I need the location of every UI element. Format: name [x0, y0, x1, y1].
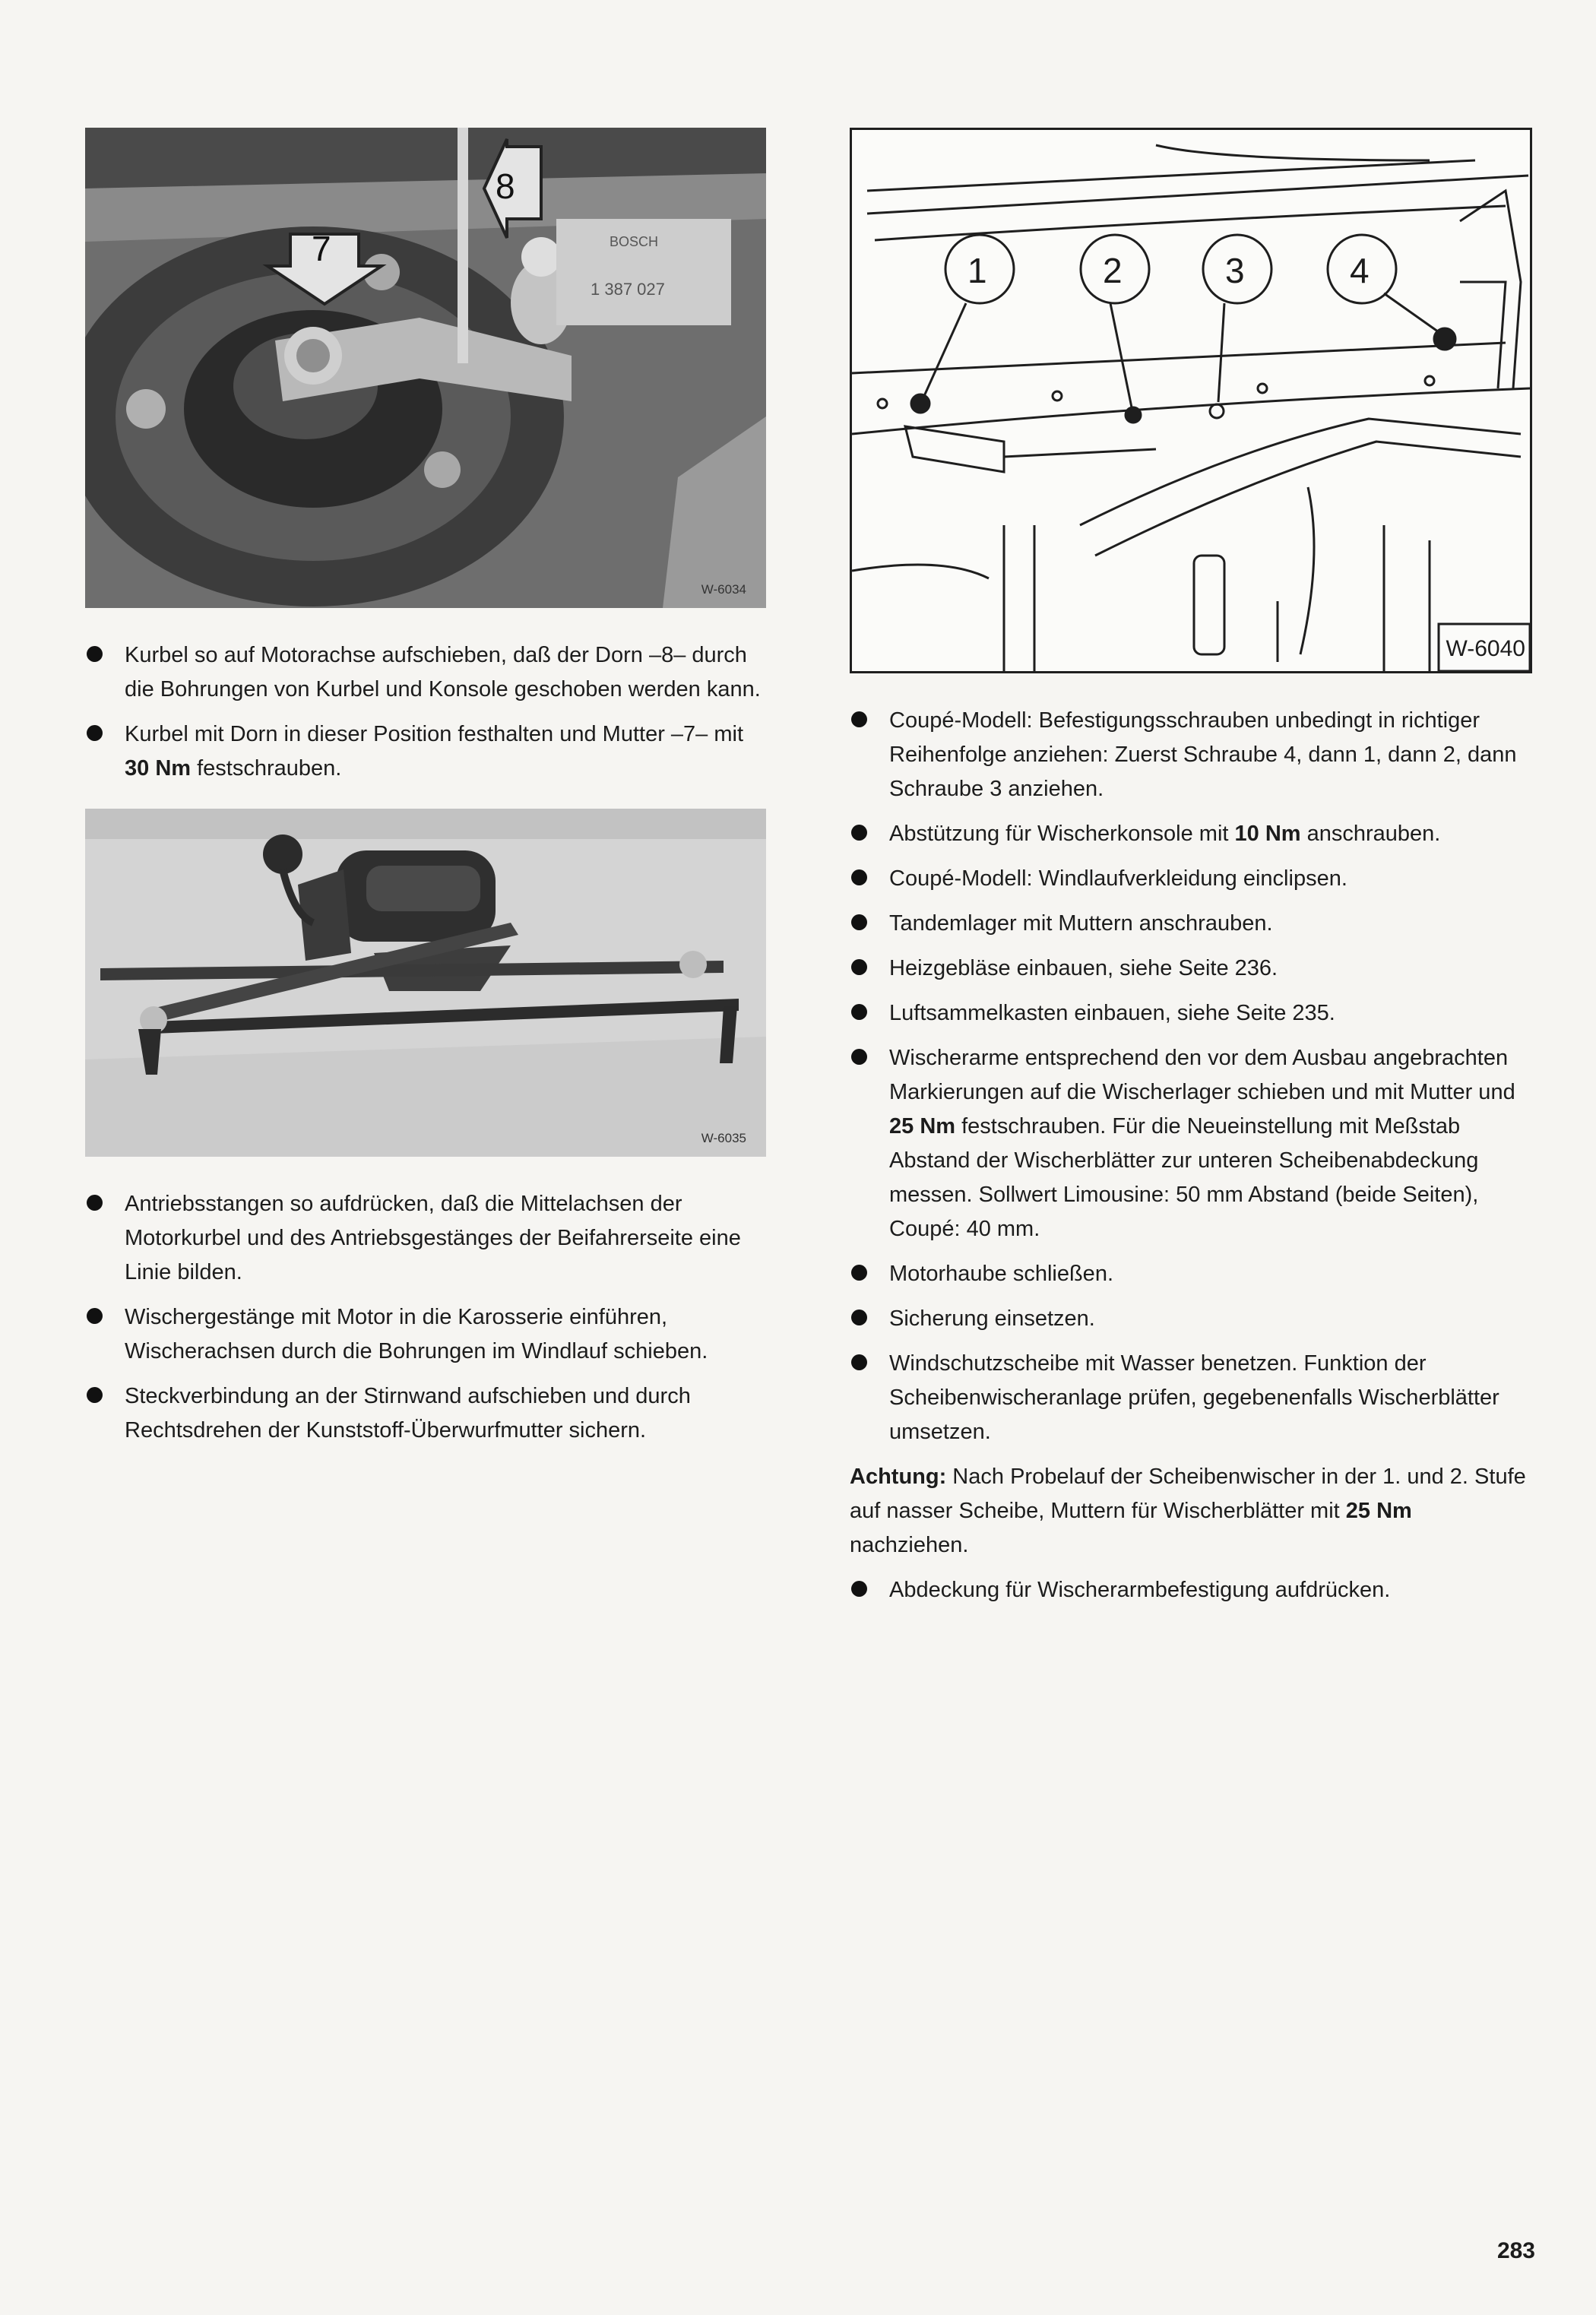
marker-7: 7	[312, 229, 331, 268]
torque-value: 10 Nm	[1234, 822, 1301, 846]
list-item	[850, 1573, 1534, 1607]
bullet-icon	[851, 1049, 867, 1065]
list-item	[850, 1257, 1534, 1291]
bullet-icon	[87, 646, 103, 662]
bullet-icon	[87, 1387, 103, 1403]
step-list-b	[85, 1187, 769, 1448]
warning-note	[850, 1460, 1534, 1563]
callout-4: 4	[1350, 251, 1370, 290]
list-item	[850, 1347, 1534, 1449]
list-item	[850, 996, 1534, 1031]
step-text: Tandemlager mit Muttern anschrauben.	[889, 911, 1273, 936]
step-text-after: anschrauben.	[1300, 822, 1441, 846]
step-list-final	[850, 1573, 1534, 1607]
photo-linkage-graphic	[85, 809, 766, 1157]
photo-crank-assembly	[85, 128, 766, 608]
bullet-icon	[87, 1195, 103, 1211]
step-text-after: festschrauben.	[191, 756, 342, 781]
torque-value: 30 Nm	[125, 756, 192, 781]
step-list-a	[85, 638, 769, 786]
torque-value: 25 Nm	[889, 1114, 956, 1138]
step-text: Luftsammelkasten einbauen, siehe Seite 235.	[889, 1001, 1335, 1025]
step-text: Windschutzscheibe mit Wasser benetzen. Funktion der Scheibenwischeranlage prüfen, gegebenenfalls Wischerblätter umsetzen.	[889, 1351, 1499, 1444]
left-column	[85, 128, 769, 1458]
figure-code: W-6034	[701, 582, 746, 597]
list-item	[850, 907, 1534, 941]
bullet-icon	[851, 825, 867, 841]
list-item	[850, 1302, 1534, 1336]
photo-crank-graphic	[85, 128, 766, 608]
photo-wiper-linkage	[85, 809, 766, 1157]
step-text: Kurbel so auf Motorachse aufschieben, daß der Dorn –8– durch die Bohrungen von Kurbel und Konsole geschoben werden kann.	[125, 643, 761, 701]
warning-text-after: nachziehen.	[850, 1533, 969, 1557]
step-text: Abdeckung für Wischerarmbefestigung aufdrücken.	[889, 1578, 1391, 1602]
callout-3: 3	[1225, 251, 1245, 290]
step-text-before: Abstützung für Wischerkonsole mit	[889, 822, 1235, 846]
step-text-before: Wischerarme entsprechend den vor dem Ausbau angebrachten Markierungen auf die Wischerlager schieben und mit Mutter und	[889, 1046, 1515, 1104]
list-item	[850, 1041, 1534, 1246]
bullet-icon	[851, 1581, 867, 1597]
step-text: Motorhaube schließen.	[889, 1262, 1113, 1286]
step-text: Coupé-Modell: Windlaufverkleidung einclipsen.	[889, 866, 1347, 891]
drawing-graphic	[852, 130, 1530, 671]
step-text: Steckverbindung an der Stirnwand aufschieben und durch Rechtsdrehen der Kunststoff-Überwurfmutter sichern.	[125, 1384, 691, 1443]
list-item	[850, 952, 1534, 986]
bullet-icon	[851, 1310, 867, 1325]
bullet-icon	[851, 1354, 867, 1370]
step-text: Heizgebläse einbauen, siehe Seite 236.	[889, 956, 1278, 980]
part-label: BOSCH	[610, 234, 659, 249]
list-item	[85, 1379, 769, 1448]
warning-label: Achtung:	[850, 1465, 947, 1489]
bullet-icon	[851, 711, 867, 727]
list-item	[85, 1300, 769, 1369]
bullet-icon	[87, 725, 103, 741]
bullet-icon	[851, 914, 867, 930]
step-text: Antriebsstangen so aufdrücken, daß die Mittelachsen der Motorkurbel und des Antriebsgestänges der Beifahrerseite eine Linie bilden.	[125, 1192, 741, 1284]
page-number: 283	[1496, 2238, 1535, 2263]
step-list-c	[850, 704, 1534, 1449]
figure-code: W-6035	[701, 1131, 746, 1145]
bullet-icon	[851, 959, 867, 975]
drawing-windshield-screws	[850, 128, 1532, 673]
step-text-after: festschrauben. Für die Neueinstellung mit Meßstab Abstand der Wischerblätter zur unteren Scheibenabdeckung messen. Sollwert Limousine: 50 mm Abstand (beide Seiten), Coupé: 40 mm.	[889, 1114, 1479, 1241]
step-text: Coupé-Modell: Befestigungsschrauben unbedingt in richtiger Reihenfolge anziehen: Zuerst Schraube 4, dann 1, dann 2, dann Schraube 3 anziehen.	[889, 708, 1517, 801]
callout-1: 1	[967, 251, 987, 290]
right-column	[850, 128, 1534, 1618]
torque-value: 25 Nm	[1345, 1499, 1412, 1523]
step-text: Wischergestänge mit Motor in die Karosserie einführen, Wischerachsen durch die Bohrungen im Windlauf schieben.	[125, 1305, 708, 1363]
warning-text-before: Nach Probelauf der Scheibenwischer in der 1. und 2. Stufe auf nasser Scheibe, Muttern für Wischerblätter mit	[850, 1465, 1526, 1523]
list-item	[850, 862, 1534, 896]
marker-8: 8	[496, 166, 515, 206]
step-text-before: Kurbel mit Dorn in dieser Position festhalten und Mutter –7– mit	[125, 722, 744, 746]
bullet-icon	[851, 1265, 867, 1281]
bullet-icon	[87, 1308, 103, 1324]
list-item	[85, 638, 769, 707]
part-number: 1 387 027	[591, 280, 665, 299]
list-item	[85, 717, 769, 786]
list-item	[85, 1187, 769, 1290]
list-item	[850, 704, 1534, 806]
step-text: Sicherung einsetzen.	[889, 1306, 1095, 1331]
figure-code: W-6040	[1446, 636, 1525, 661]
callout-2: 2	[1103, 251, 1123, 290]
bullet-icon	[851, 1004, 867, 1020]
bullet-icon	[851, 869, 867, 885]
list-item	[850, 817, 1534, 851]
